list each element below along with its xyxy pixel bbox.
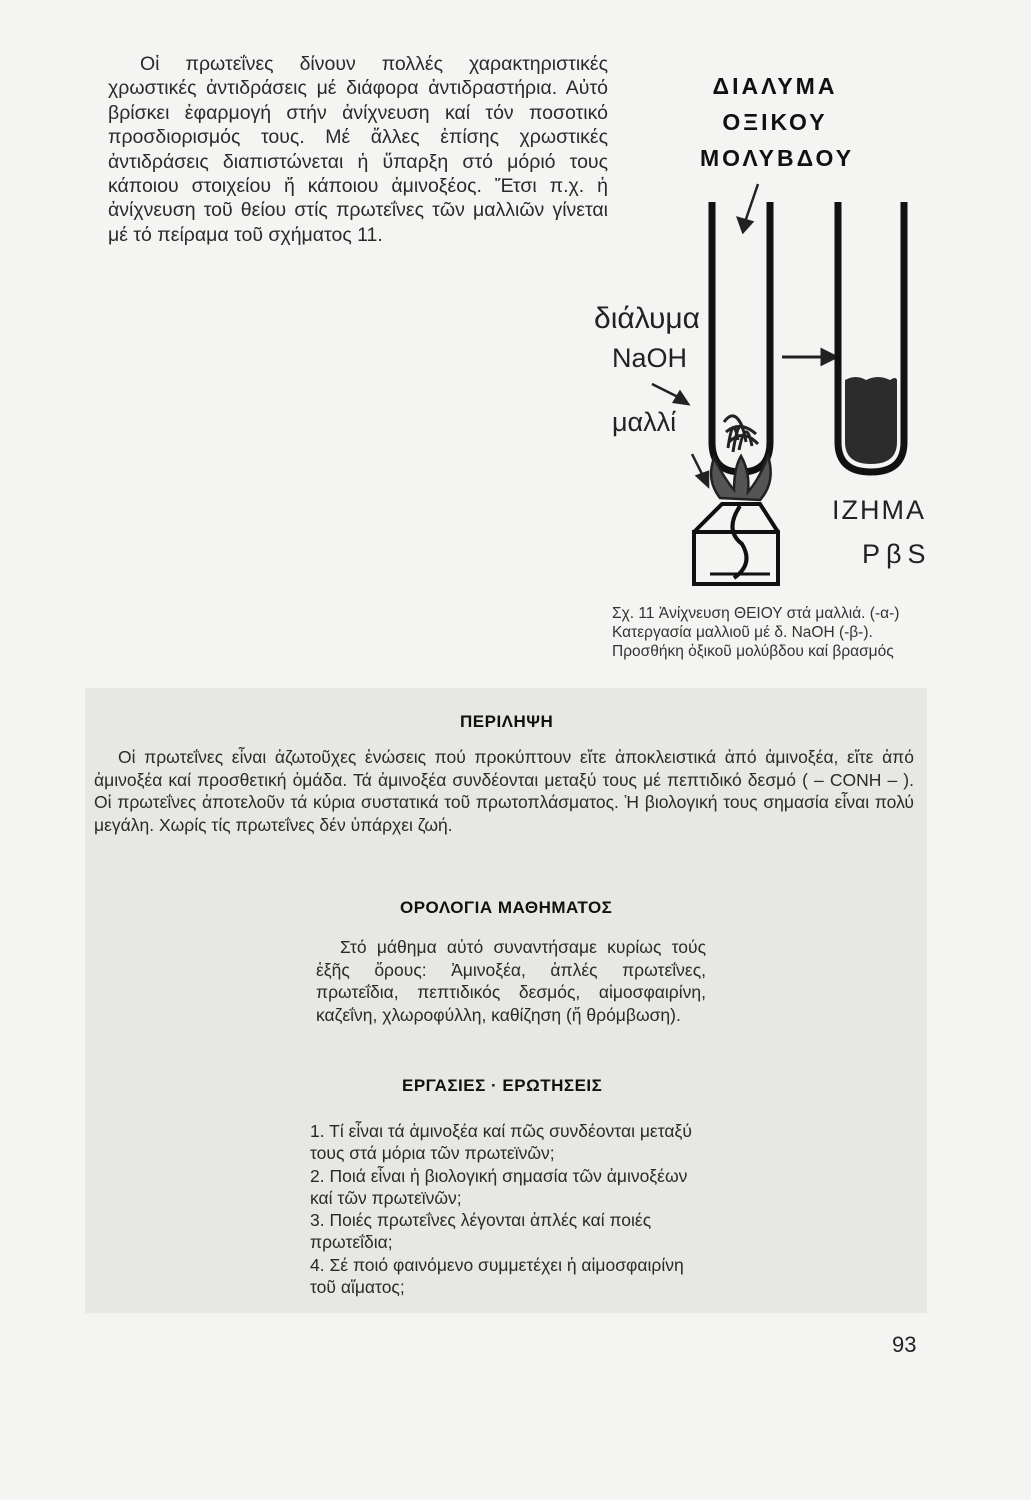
figure-title-line-1: ΔΙΑΛΥΜΑ — [712, 73, 838, 99]
page-number: 93 — [892, 1332, 917, 1357]
test-tube-a-icon — [712, 202, 770, 472]
terminology-section — [316, 936, 706, 1026]
sulfur-test-diagram — [600, 180, 940, 600]
tasks-list — [310, 1120, 706, 1298]
hair-sample-icon — [724, 416, 758, 452]
task-item: 2. Ποιά εἶναι ἡ βιολογική σημασία τῶν ἀμινοξέων καί τῶν πρωτεϊνῶν; — [310, 1165, 688, 1208]
summary-heading: ΠΕΡΙΛΗΨΗ — [460, 712, 554, 731]
arrow-title-icon — [738, 184, 758, 232]
intro-paragraph: Οἱ πρωτεΐνες δίνουν πολλές χαρακτηριστικές χρωστικές ἀντιδράσεις μέ διάφορα ἀντιδραστήρια. Αὐτό βρίσκει ἐφαρμογή στήν ἀνίχνευση καί τόν ποσοτικό προσδιορισμός τους. Μέ ἄλλες ἐπίσης χρωστικές ἀντιδράσεις διαπιστώνεται ἡ ὕπαρξη στό μόριό τους κάποιου στοιχείου ἤ κάποιου ἀμινοξέος. Ἔτσι π.χ. ἡ ἀνίχνευση τοῦ θείου στίς πρωτεΐνες τῶν μαλλιῶν γίνεται μέ τό πείραμα τοῦ σχήματος 11. — [108, 53, 608, 246]
terminology-text: Στό μάθημα αὐτό συναντήσαμε κυρίως τούς ἑξῆς ὅρους: Ἀμινοξέα, ἁπλές πρωτεΐνες, πρωτεΐδια, πεπτιδικός δεσμός, αἱμοσφαιρίνη, καζεΐνη, χλωροφύλλη, καθίζηση (ἤ θρόμβωση). — [316, 937, 706, 1025]
terminology-heading: ΟΡΟΛΟΓΙΑ ΜΑΘΗΜΑΤΟΣ — [400, 898, 613, 917]
summary-section — [94, 746, 914, 836]
label-naoh: NaOH — [612, 343, 688, 373]
precipitate-icon — [845, 377, 897, 464]
figure-title — [700, 68, 855, 176]
figure-caption: Σχ. 11 Ἀνίχνευση ΘΕΙΟΥ στά μαλλιά. (-α-) Κατεργασία μαλλιοῦ μέ δ. NaOH (-β-). Προσθήκη ὀξικοῦ μολύβδου καί βρασμός — [612, 605, 900, 660]
label-solution: διάλυμα — [594, 302, 701, 335]
summary-text: Οἱ πρωτεΐνες εἶναι ἀζωτοῦχες ἑνώσεις πού προκύπτουν εἴτε ἀποκλειστικά ἀπό ἀμινοξέα, εἴτε ἀπό ἀμινοξέα καί προσθετική ὁμάδα. Τά ἀμινοξέα συνδέονται μεταξύ τους μέ πεπτιδικό δεσμό ( – CONH – ). Οἱ πρωτεΐνες ἀποτελοῦν τά κύρια συστατικά τοῦ πρωτοπλάσματος. Ἡ βιολογική τους σημασία εἶναι πολύ μεγάλη. Χωρίς τίς πρωτεΐνες δέν ὑπάρχει ζωή. — [94, 747, 914, 835]
figure-title-line-3: ΜΟΛΥΒΔΟΥ — [700, 145, 855, 171]
task-item: 4. Σέ ποιό φαινόμενο συμμετέχει ἡ αἱμοσφαιρίνη τοῦ αἵματος; — [310, 1254, 684, 1298]
arrow-hair-icon — [692, 454, 708, 486]
label-hair: μαλλί — [612, 407, 677, 437]
tasks-heading: ΕΡΓΑΣΙΕΣ · ΕΡΩΤΗΣΕΙΣ — [402, 1076, 603, 1095]
task-item: 1. Τί εἶναι τά ἀμινοξέα καί πῶς συνδέονται μεταξύ τους στά μόρια τῶν πρωτεϊνῶν; — [310, 1121, 692, 1164]
intro-section — [108, 52, 608, 247]
burner-icon — [694, 504, 778, 584]
label-pbs: PβS — [862, 539, 932, 569]
figure-title-line-2: ΟΞΙΚΟΥ — [722, 109, 828, 135]
arrow-right-icon — [782, 350, 836, 364]
arrow-naoh-icon — [652, 384, 688, 404]
task-item: 3. Ποιές πρωτεΐνες λέγονται ἁπλές καί ποιές πρωτεΐδια; — [310, 1210, 652, 1253]
label-precipitate: ΙΖΗΜΑ — [832, 495, 926, 525]
